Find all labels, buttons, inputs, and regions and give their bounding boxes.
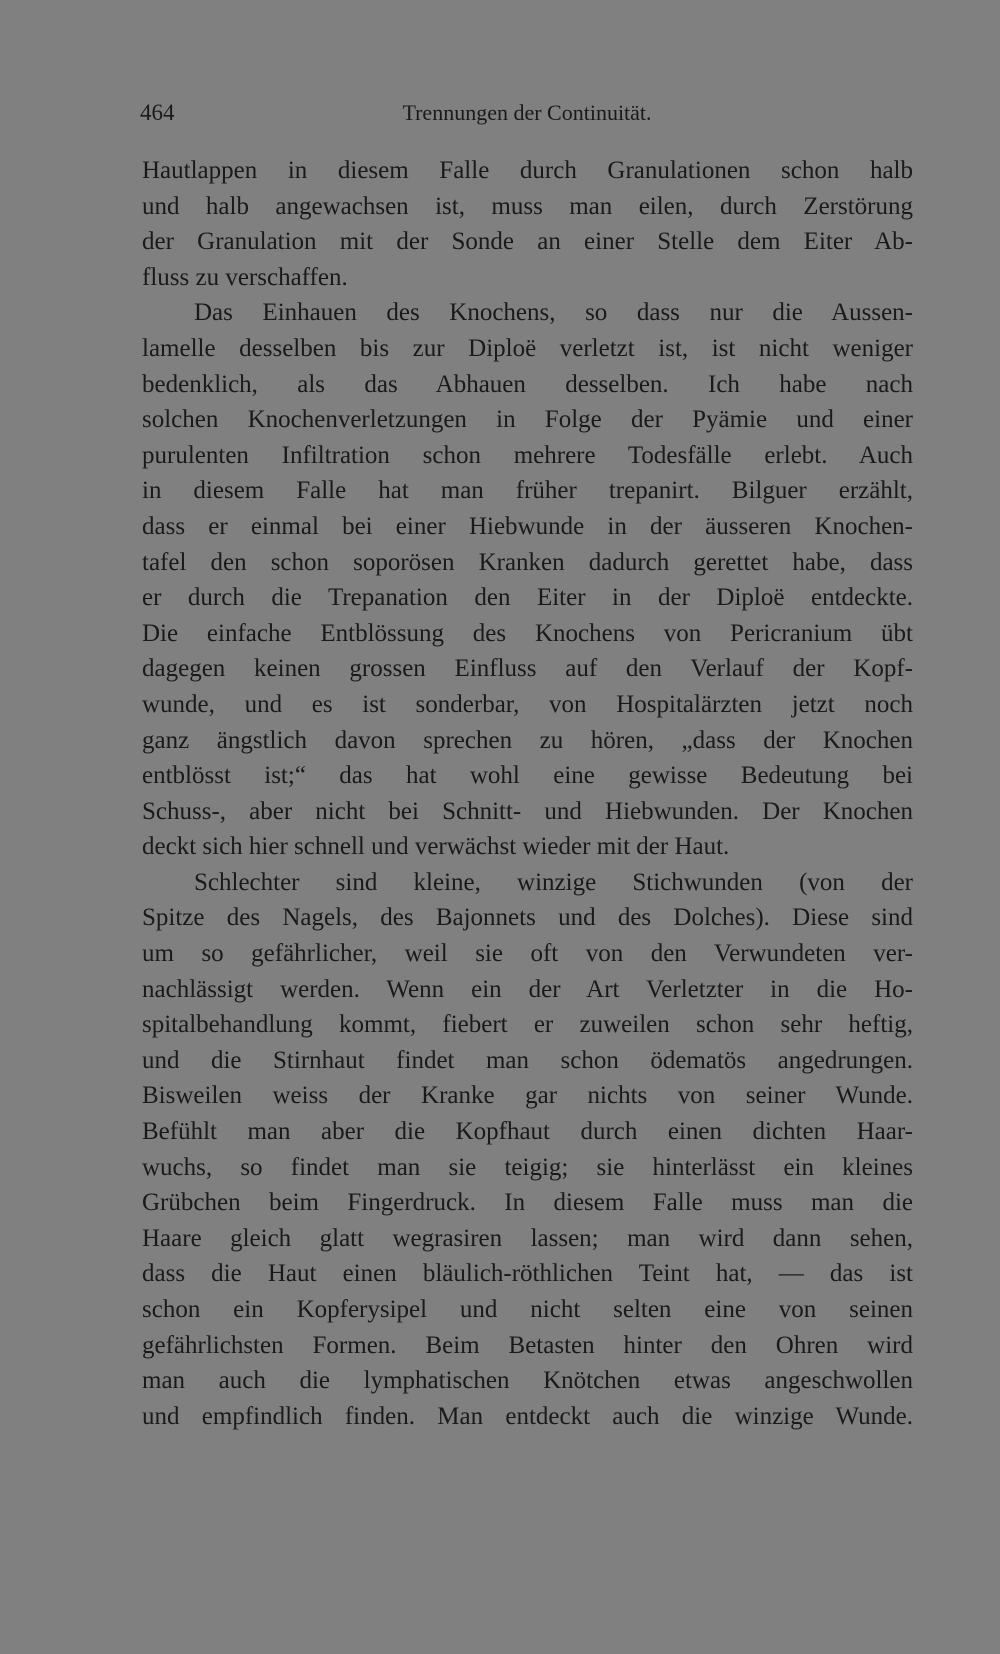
body-text — [142, 153, 913, 1434]
text-line: Das Einhauen des Knochens, so dass nur die Aussen- — [194, 299, 913, 327]
text-line: wunde, und es ist sonderbar, von Hospitalärzten jetzt noch — [142, 690, 913, 718]
text-line: Die einfache Entblössung des Knochens von Pericranium übt — [142, 619, 913, 647]
text-line: Spitze des Nagels, des Bajonnets und des Dolches). Diese sind — [142, 904, 913, 932]
text-line: Haare gleich glatt wegrasiren lassen; man wird dann sehen, — [142, 1224, 913, 1252]
text-line: er durch die Trepanation den Eiter in der Diploë entdeckte. — [142, 584, 913, 612]
text-line: lamelle desselben bis zur Diploë verletzt ist, ist nicht weniger — [142, 334, 913, 362]
text-line: ganz ängstlich davon sprechen zu hören, „dass der Knochen — [142, 726, 913, 754]
text-line: entblösst ist;“ das hat wohl eine gewisse Bedeutung bei — [142, 762, 913, 790]
text-line: dass er einmal bei einer Hiebwunde in der äusseren Knochen- — [142, 512, 913, 540]
text-line: deckt sich hier schnell und verwächst wieder mit der Haut. — [142, 833, 730, 861]
text-line: Schlechter sind kleine, winzige Stichwunden (von der — [194, 868, 913, 896]
text-line: tafel den schon soporösen Kranken dadurch gerettet habe, dass — [142, 548, 913, 576]
text-line: Bisweilen weiss der Kranke gar nichts von seiner Wunde. — [142, 1082, 913, 1110]
text-line: bedenklich, als das Abhauen desselben. Ich habe nach — [142, 370, 913, 398]
text-line: der Granulation mit der Sonde an einer Stelle dem Eiter Ab- — [142, 228, 913, 256]
text-line: purulenten Infiltration schon mehrere Todesfälle erlebt. Auch — [142, 441, 913, 469]
text-line: Hautlappen in diesem Falle durch Granulationen schon halb — [142, 157, 913, 184]
text-line: Grübchen beim Fingerdruck. In diesem Falle muss man die — [142, 1189, 913, 1217]
text-line: fluss zu verschaffen. — [142, 263, 348, 291]
text-line: Schuss-, aber nicht bei Schnitt- und Hiebwunden. Der Knochen — [142, 797, 913, 825]
text-line: und halb angewachsen ist, muss man eilen, durch Zerstörung — [142, 192, 913, 220]
text-line: schon ein Kopferysipel und nicht selten eine von seinen — [142, 1296, 913, 1323]
text-line: dass die Haut einen bläulich-röthlichen Teint hat, — das ist — [142, 1260, 913, 1288]
text-line: wuchs, so findet man sie teigig; sie hinterlässt ein kleines — [142, 1153, 913, 1181]
page-header — [140, 100, 914, 136]
text-line: nachlässigt werden. Wenn ein der Art Verletzter in die Ho- — [142, 975, 913, 1003]
page-number: 464 — [140, 100, 175, 125]
text-line: dagegen keinen grossen Einfluss auf den Verlauf der Kopf- — [142, 655, 913, 683]
text-line: und die Stirnhaut findet man schon ödematös angedrungen. — [142, 1046, 913, 1074]
text-line: und empfindlich finden. Man entdeckt auch die winzige Wunde. — [142, 1402, 913, 1430]
text-line: Befühlt man aber die Kopfhaut durch einen dichten Haar- — [142, 1118, 913, 1146]
text-line: um so gefährlicher, weil sie oft von den Verwundeten ver- — [142, 940, 913, 968]
running-title: Trennungen der Continuität. — [402, 100, 652, 125]
text-line: in diesem Falle hat man früher trepanirt. Bilguer erzählt, — [142, 477, 913, 505]
text-line: spitalbehandlung kommt, fiebert er zuweilen schon sehr heftig, — [142, 1011, 913, 1039]
text-line: man auch die lymphatischen Knötchen etwas angeschwollen — [142, 1367, 913, 1395]
text-line: solchen Knochenverletzungen in Folge der Pyämie und einer — [142, 406, 913, 434]
text-line: gefährlichsten Formen. Beim Betasten hinter den Ohren wird — [142, 1331, 913, 1359]
